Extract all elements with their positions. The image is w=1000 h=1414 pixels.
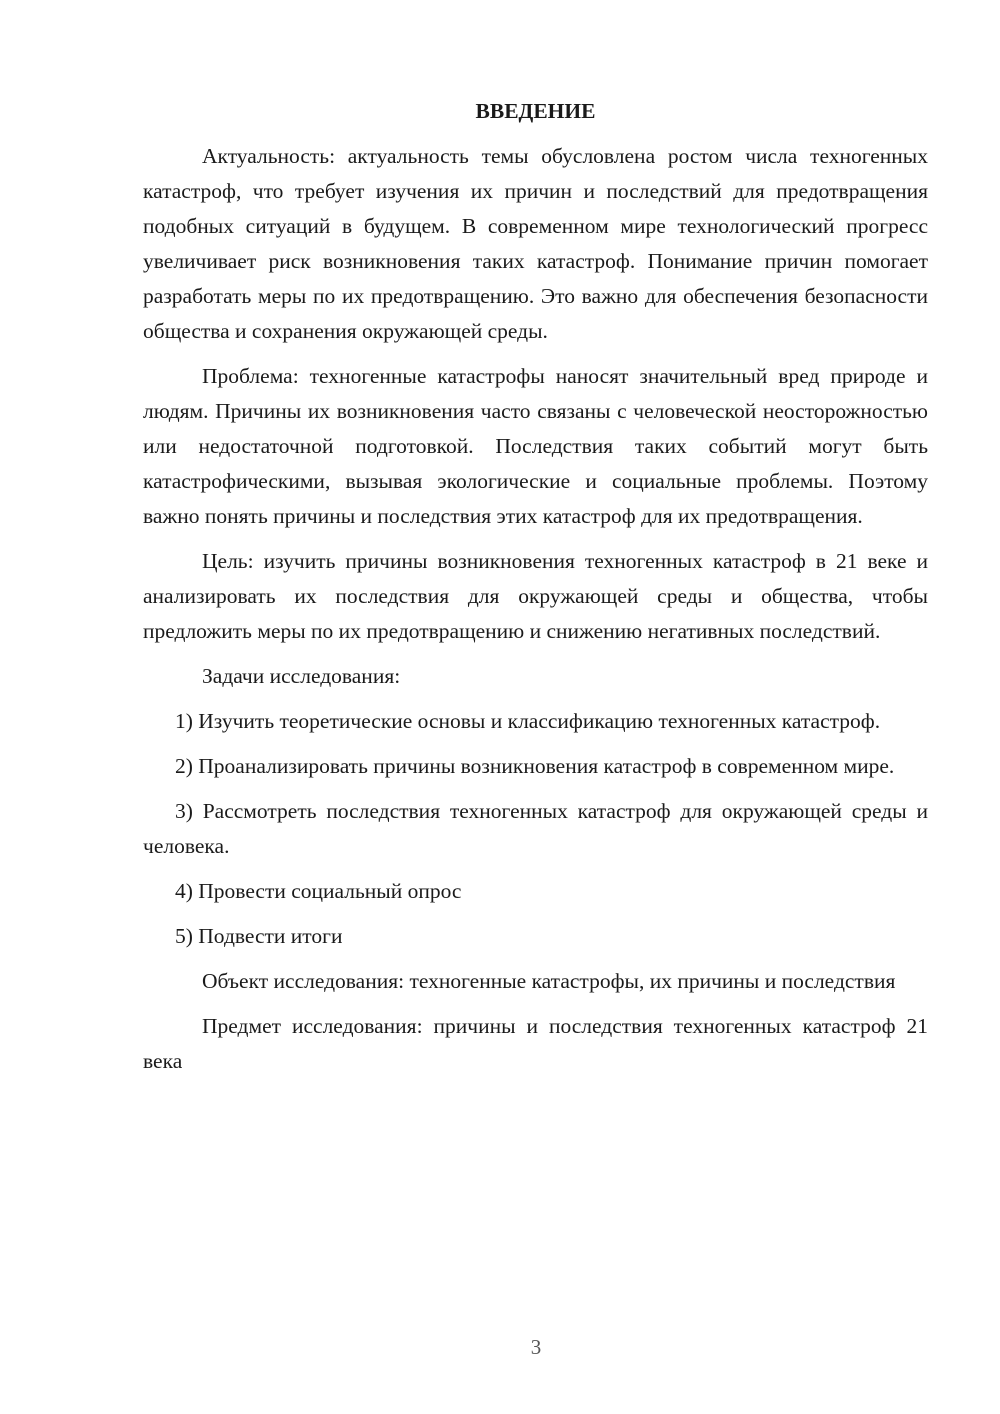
task-item-2: 2) Проанализировать причины возникновения катастроф в современном мире.	[175, 754, 895, 778]
task-item-4: 4) Провести социальный опрос	[175, 879, 462, 903]
relevance-paragraph: Актуальность: актуальность темы обусловлена ростом числа техногенных катастроф, что требует изучения их причин и последствий для предотвращения подобных ситуаций в будущем. В современном мире технологический прогресс увеличивает риск возникновения таких катастроф. Понимание причин помогает разработать меры по их предотвращению. Это важно для обеспечения безопасности общества и сохранения окружающей среды.	[143, 144, 928, 343]
page-content	[143, 94, 928, 1089]
subject-paragraph: Предмет исследования: причины и последствия техногенных катастроф 21 века	[143, 1014, 928, 1073]
section-title: ВВЕДЕНИЕ	[475, 99, 596, 123]
problem-paragraph: Проблема: техногенные катастрофы наносят значительный вред природе и людям. Причины их возникновения часто связаны с человеческой неосторожностью или недостаточной подготовкой. Последствия таких событий могут быть катастрофическими, вызывая экологические и социальные проблемы. Поэтому важно понять причины и последствия этих катастроф для их предотвращения.	[143, 364, 928, 528]
task-item-3: 3) Рассмотреть последствия техногенных катастроф для окружающей среды и человека.	[143, 799, 928, 858]
task-item-5: 5) Подвести итоги	[175, 924, 343, 948]
task-item-1: 1) Изучить теоретические основы и классификацию техногенных катастроф.	[175, 709, 881, 733]
object-paragraph: Объект исследования: техногенные катастрофы, их причины и последствия	[202, 969, 896, 993]
page-number: 3	[530, 1335, 542, 1359]
tasks-heading: Задачи исследования:	[202, 664, 401, 688]
goal-paragraph: Цель: изучить причины возникновения техногенных катастроф в 21 веке и анализировать их последствия для окружающей среды и общества, чтобы предложить меры по их предотвращению и снижению негативных последствий.	[143, 549, 928, 643]
